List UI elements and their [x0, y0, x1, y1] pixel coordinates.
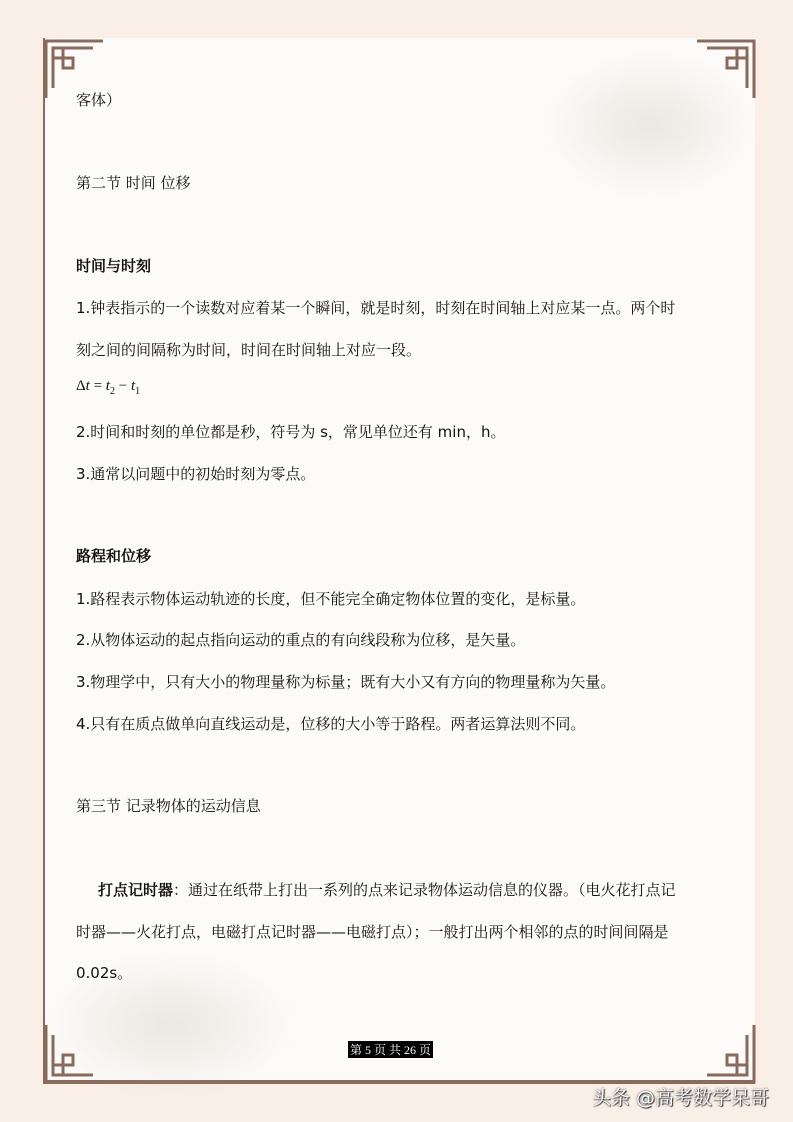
section-heading: 第三节 记录物体的运动信息 [76, 797, 261, 815]
formula-part: t [85, 378, 90, 394]
watermark: 头条 @高考数学呆哥 [592, 1087, 770, 1109]
formula-part: Δ [76, 378, 86, 394]
subheading: 路程和位移 [76, 547, 152, 565]
formula-part: = [89, 378, 106, 394]
paragraph: 1.路程表示物体运动轨迹的长度，但不能完全确定物体位置的变化，是标量。 [76, 590, 586, 608]
definition: ：通过在纸带上打出一系列的点来记录物体运动信息的仪器。（电火花打点记 [173, 881, 676, 899]
paragraph [98, 879, 676, 900]
corner-ornament-icon [695, 1023, 757, 1085]
formula-part: − [114, 378, 131, 394]
paragraph: 刻之间的间隔称为时间，时间在时间轴上对应一段。 [76, 341, 422, 359]
formula [76, 378, 140, 397]
subheading: 时间与时刻 [76, 257, 152, 275]
section-heading: 第二节 时间 位移 [76, 174, 191, 192]
paragraph: 3.通常以问题中的初始时刻为零点。 [76, 465, 316, 483]
corner-ornament-icon [695, 38, 757, 100]
text-line: 客体） [76, 91, 122, 109]
page-number: 第 5 页 共 26 页 [350, 1043, 432, 1057]
paragraph: 2.时间和时刻的单位都是秒，符号为 s，常见单位还有 min，h。 [76, 423, 506, 441]
corner-ornament-icon [43, 1023, 105, 1085]
formula-part: 2 [109, 386, 115, 397]
term: 打点记时器 [98, 881, 174, 899]
paragraph: 4.只有在质点做单向直线运动是，位移的大小等于路程。两者运算法则不同。 [76, 715, 586, 733]
paragraph: 3.物理学中，只有大小的物理量称为标量；既有大小又有方向的物理量称为矢量。 [76, 673, 616, 691]
formula-part: t [130, 378, 136, 394]
formula-part: t [105, 378, 110, 394]
paragraph: 2.从物体运动的起点指向运动的重点的有向线段称为位移，是矢量。 [76, 631, 526, 649]
formula-part: 1 [135, 386, 141, 397]
paragraph: 时器——火花打点，电磁打点记时器——电磁打点）；一般打出两个相邻的点的时间间隔是 [76, 923, 669, 941]
paragraph: 1.钟表指示的一个读数对应着某一个瞬间，就是时刻，时刻在时间轴上对应某一点。两个时 [76, 299, 676, 317]
paragraph: 0.02s。 [76, 964, 133, 982]
